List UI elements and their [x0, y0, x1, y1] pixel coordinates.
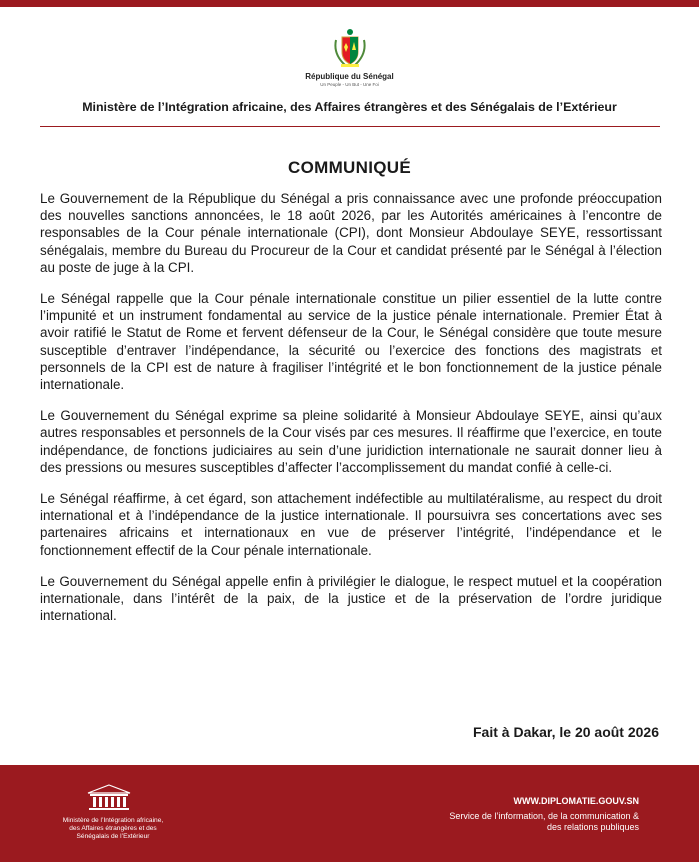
senegal-coat-of-arms-icon — [333, 28, 367, 68]
top-accent-bar — [0, 0, 699, 7]
footer-ministry-name: Ministère de l’Intégration africaine, des Affaires étrangères et des Sénégalais de l’Extérieur — [62, 817, 164, 840]
republic-name: République du Sénégal — [305, 72, 394, 81]
paragraph: Le Sénégal réaffirme, à cet égard, son attachement indéfectible au multilatéralisme, au respect du droit international et à l’indépendance de la justice internationale. Il poursuivra ses concertations avec ses partenaires africains et internationaux en vue de préserver l’intégrité, l’indépendance et le fonctionnement effectif de la Cour pénale internationale. — [40, 491, 662, 558]
footer-service-name: Service de l’information, de la communication & des relations publiques — [449, 811, 639, 832]
ministry-heading: Ministère de l’Intégration africaine, des Affaires étrangères et des Sénégalais de l’Extérieur — [82, 100, 617, 114]
place-date-signoff: Fait à Dakar, le 20 août 2026 — [473, 724, 659, 740]
paragraph: Le Gouvernement de la République du Sénégal a pris connaissance avec une profonde préoccupation des nouvelles sanctions annoncées, le 18 août 2026, par les Autorités américaines à l’encontre de responsables de la Cour pénale internationale (CPI), dont Monsieur Abdoulaye SEYE, ressortissant sénégalais, membre du Bureau du Procureur de la Cour et candidat présenté par le Sénégal à l’élection au poste de juge à la CPI. — [40, 191, 662, 275]
footer-band — [0, 765, 699, 862]
national-motto: Un Peuple - Un But - Une Foi — [320, 82, 379, 87]
communique-title: COMMUNIQUÉ — [288, 158, 411, 177]
header-divider — [40, 126, 660, 127]
ministry-building-icon — [86, 784, 132, 812]
paragraph: Le Sénégal rappelle que la Cour pénale internationale constitue un pilier essentiel de la lutte contre l’impunité et un instrument fondamental au service de la justice pénale internationale. Premier État à avoir ratifié le Statut de Rome et fervent défenseur de la Cour, le Sénégal considère que toute mesure susceptible d’entraver l’indépendance, la sécurité ou l’exercice des fonctions des magistrats et personnels de la CPI est de nature à fragiliser l’intégrité et le bon fonctionnement de la justice pénale internationale. — [40, 291, 662, 393]
communique-body — [40, 190, 662, 638]
website-link[interactable]: WWW.DIPLOMATIE.GOUV.SN — [513, 796, 639, 806]
paragraph: Le Gouvernement du Sénégal appelle enfin à privilégier le dialogue, le respect mutuel et la coopération internationale, dans l’intérêt de la paix, de la justice et de la préservation de l’ordre juridique international. — [40, 573, 662, 624]
paragraph: Le Gouvernement du Sénégal exprime sa pleine solidarité à Monsieur Abdoulaye SEYE, ainsi qu’aux autres responsables et personnels de la Cour visés par ces mesures. Il réaffirme que l’exercice, en toute indépendance, de fonctions judiciaires au sein d’une juridiction internationale ne saurait donner lieu à des pressions ou mesures susceptibles d’affecter l’accomplissement du mandat confié à celle-ci. — [40, 408, 662, 475]
